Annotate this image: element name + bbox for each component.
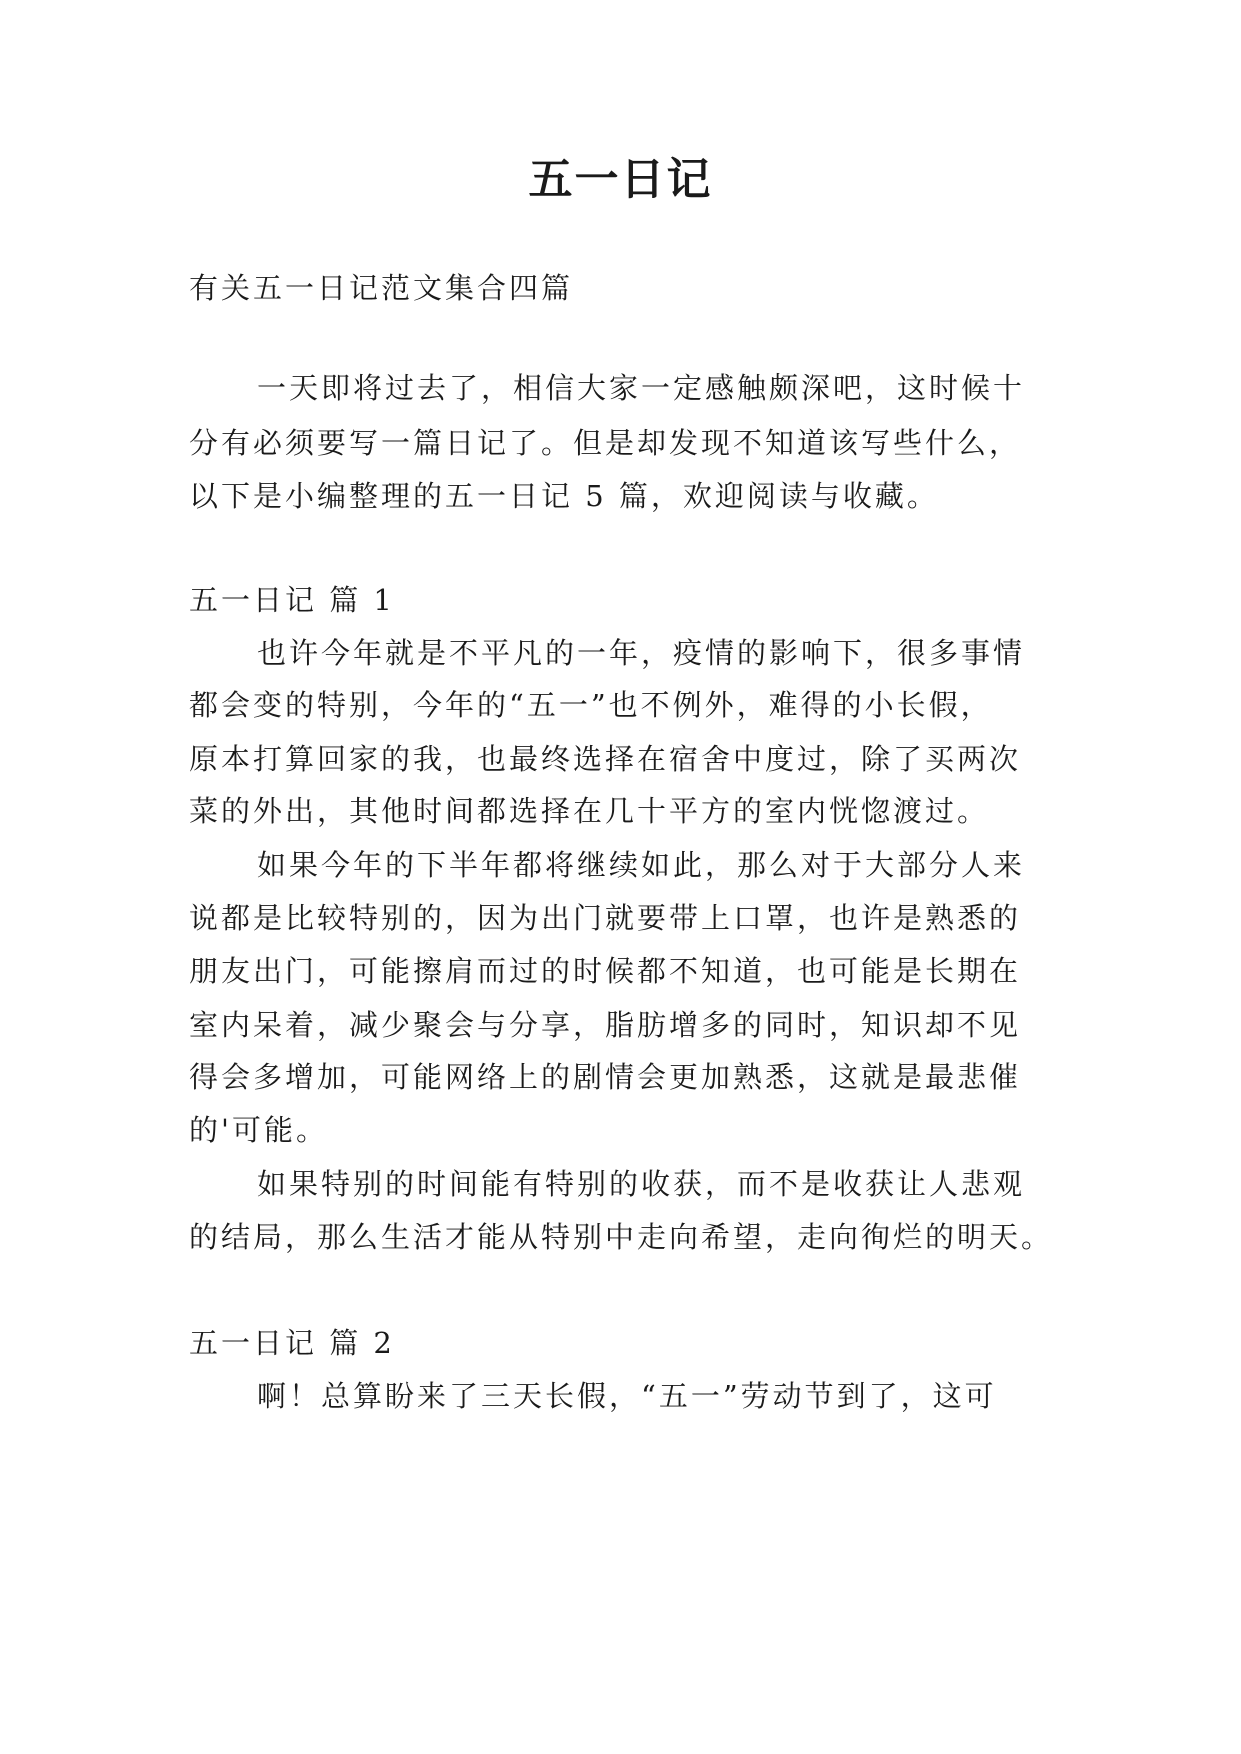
intro-line: 以下是小编整理的五一日记 5 篇，欢迎阅读与收藏。 xyxy=(189,479,939,513)
paragraph-line: 菜的外出，其他时间都选择在几十平方的室内恍惚渡过。 xyxy=(189,794,990,828)
section-heading-1: 五一日记 篇 1 xyxy=(189,583,395,617)
paragraph-line: 的结局，那么生活才能从特别中走向希望，走向徇烂的明天。 xyxy=(189,1220,1054,1254)
paragraph-line: 如果今年的下半年都将继续如此，那么对于大部分人来 xyxy=(257,848,1026,882)
paragraph-line: 朋友出门，可能擦肩而过的时候都不知道，也可能是长期在 xyxy=(189,954,1022,988)
paragraph-line: 也许今年就是不平凡的一年，疫情的影响下，很多事情 xyxy=(257,636,1026,670)
subtitle: 有关五一日记范文集合四篇 xyxy=(189,271,574,305)
paragraph-line: 如果特别的时间能有特别的收获，而不是收获让人悲观 xyxy=(257,1167,1026,1201)
section-heading-2: 五一日记 篇 2 xyxy=(189,1326,395,1360)
paragraph-line: 都会变的特别，今年的“五一”也不例外，难得的小长假， xyxy=(189,688,993,722)
paragraph-line: 得会多增加，可能网络上的剧情会更加熟悉，这就是最悲催 xyxy=(189,1060,1022,1094)
paragraph-line: 说都是比较特别的，因为出门就要带上口罩，也许是熟悉的 xyxy=(189,901,1022,935)
page-title: 五一日记 xyxy=(528,154,713,205)
paragraph-line: 室内呆着，减少聚会与分享，脂肪增多的同时，知识却不见 xyxy=(189,1008,1022,1042)
paragraph-line: 啊！总算盼来了三天长假，“五一”劳动节到了，这可 xyxy=(257,1379,997,1413)
paragraph-line: 原本打算回家的我，也最终选择在宿舍中度过，除了买两次 xyxy=(189,742,1022,776)
intro-line: 一天即将过去了，相信大家一定感触颇深吧，这时候十 xyxy=(257,371,1026,405)
paragraph-line: 的'可能。 xyxy=(189,1113,328,1147)
intro-line: 分有必须要写一篇日记了。但是却发现不知道该写些什么， xyxy=(189,426,1022,460)
